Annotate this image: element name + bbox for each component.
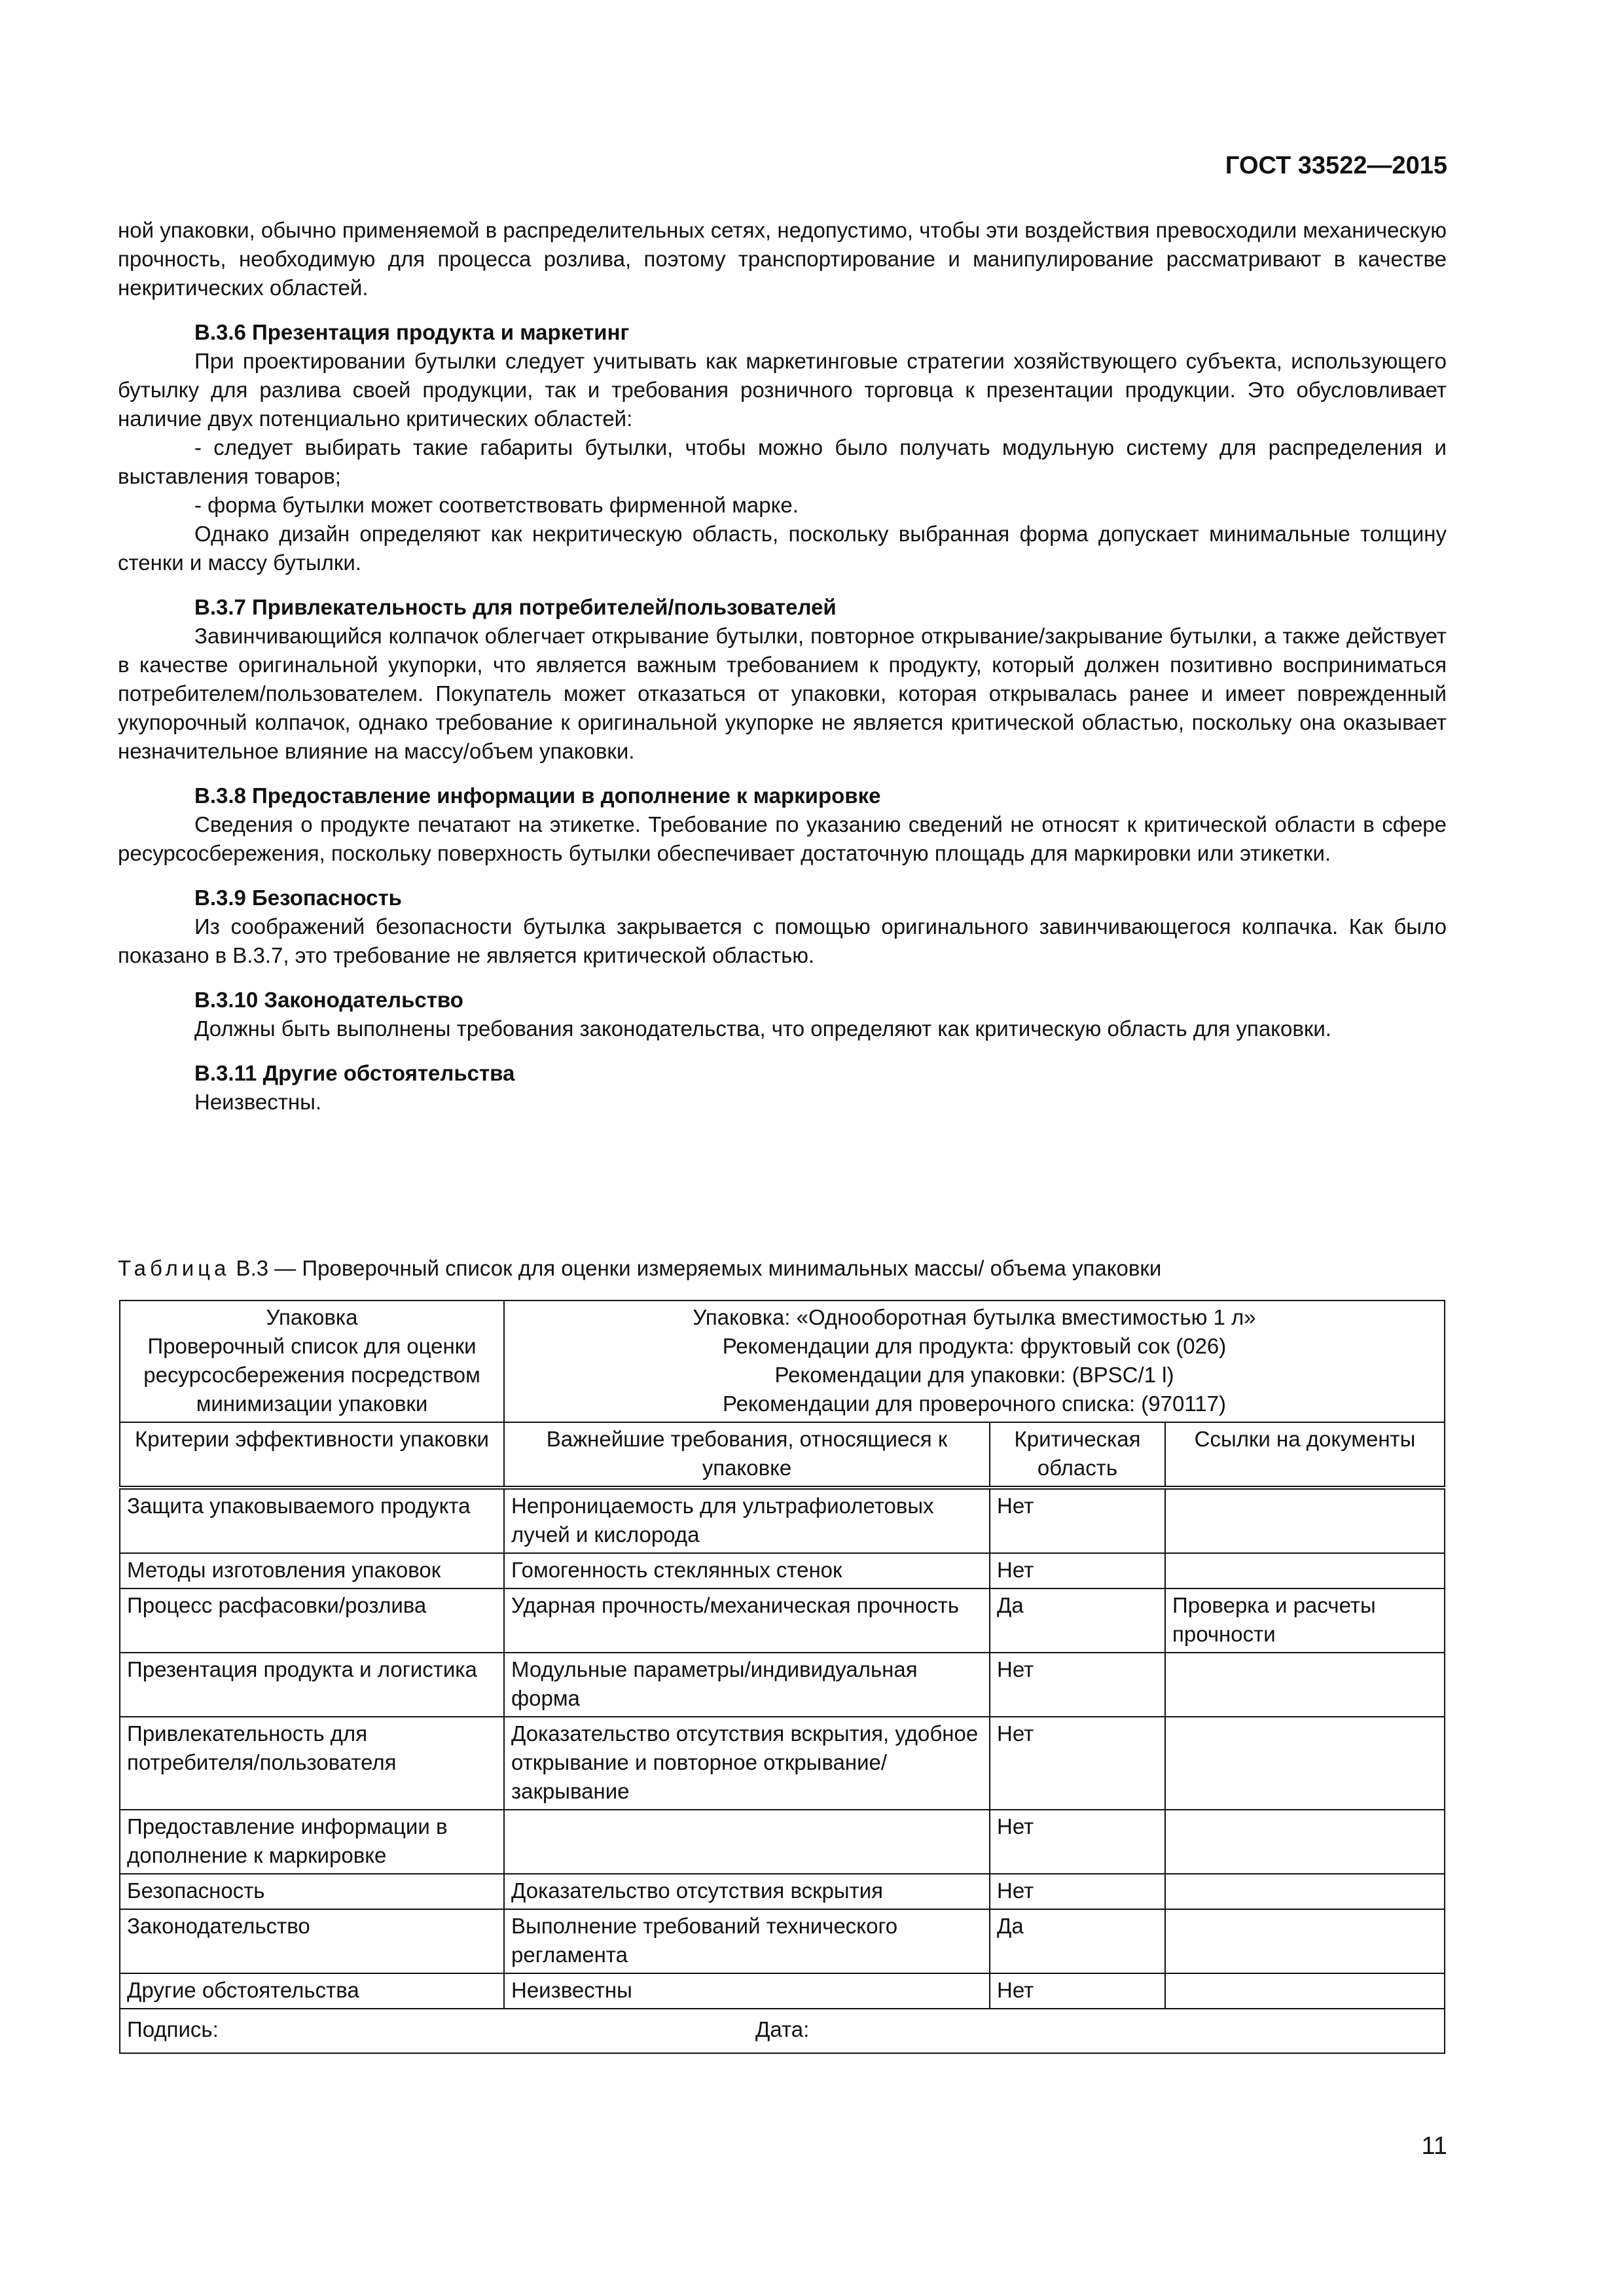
header-right-line: Упаковка: «Однооборотная бутылка вместимостью 1 л» xyxy=(693,1305,1256,1329)
table-cell: Нет xyxy=(990,1973,1165,2009)
signature-label: Подпись: xyxy=(127,2017,219,2041)
table-cell: Ударная прочность/механическая прочность xyxy=(504,1588,990,1653)
table-cell: Выполнение требований технического регламента xyxy=(504,1909,990,1973)
paragraph: Однако дизайн определяют как некритическую область, поскольку выбранная форма допускает минимальные толщину стенки и массу бутылки. xyxy=(118,522,1447,575)
table-cell: Доказательство отсутствия вскрытия, удобное открывание и повторное открывание/закрывание xyxy=(504,1717,990,1810)
table-caption xyxy=(118,1256,1161,1281)
column-header: Критическая область xyxy=(990,1422,1165,1488)
table-cell: Да xyxy=(990,1588,1165,1653)
table-cell xyxy=(1165,1909,1445,1973)
table-cell: Безопасность xyxy=(120,1874,504,1909)
table-cell: Нет xyxy=(990,1717,1165,1810)
paragraph: Неизвестны. xyxy=(194,1090,321,1114)
date-label: Дата: xyxy=(755,2017,810,2041)
table-row xyxy=(120,1488,1445,1553)
document-code: ГОСТ 33522—2015 xyxy=(1225,152,1447,179)
table-cell: Нет xyxy=(990,1488,1165,1553)
table-cell: Да xyxy=(990,1909,1165,1973)
table-caption-word: Таблица xyxy=(118,1256,230,1280)
table-cell: Проверка и расчеты прочности xyxy=(1165,1588,1445,1653)
table-cell: Защита упаковываемого продукта xyxy=(120,1488,504,1553)
column-header: Ссылки на документы xyxy=(1165,1422,1445,1488)
table-cell: Презентация продукта и логистика xyxy=(120,1653,504,1717)
table-cell xyxy=(1165,1653,1445,1717)
table-row xyxy=(120,1717,1445,1810)
table-cell xyxy=(1165,1810,1445,1874)
table-cell: Привлекательность для потребителя/пользователя xyxy=(120,1717,504,1810)
table-cell: Нет xyxy=(990,1874,1165,1909)
table-row xyxy=(120,1909,1445,1973)
table-cell: Законодательство xyxy=(120,1909,504,1973)
table-cell: Нет xyxy=(990,1653,1165,1717)
table-row xyxy=(120,1553,1445,1588)
checklist-table xyxy=(119,1300,1445,2054)
table-cell: Методы изготовления упаковок xyxy=(120,1553,504,1588)
table-cell: Нет xyxy=(990,1810,1165,1874)
table-cell: Доказательство отсутствия вскрытия xyxy=(504,1874,990,1909)
section-title-b311: В.3.11 Другие обстоятельства xyxy=(194,1061,515,1085)
table-row xyxy=(120,1810,1445,1874)
table-row xyxy=(120,1653,1445,1717)
table-cell: Неизвестны xyxy=(504,1973,990,2009)
document-body xyxy=(118,216,1447,1117)
table-cell xyxy=(1165,1973,1445,2009)
header-right-line: Рекомендации для продукта: фруктовый сок (026) xyxy=(722,1334,1227,1358)
paragraph: При проектировании бутылки следует учитывать как маркетинговые стратегии хозяйствующего субъекта, использующего бутылку для разлива своей продукции, так и требования розничного торговца к презентации продукции. Это обусловливает наличие двух потенциально критических областей: xyxy=(118,349,1447,431)
table-cell xyxy=(504,1810,990,1874)
column-header-row xyxy=(120,1422,1445,1488)
page-number: 11 xyxy=(1421,2132,1447,2160)
table-header-row xyxy=(120,1300,1445,1422)
table-cell xyxy=(1165,1553,1445,1588)
list-item: - форма бутылки может соответствовать фирменной марке. xyxy=(194,493,799,517)
signature-row xyxy=(120,2009,1445,2053)
paragraph: Из соображений безопасности бутылка закрывается с помощью оригинального завинчивающегося колпачка. Как было показано в В.3.7, это требование не является критической областью. xyxy=(118,914,1447,967)
table-cell: Другие обстоятельства xyxy=(120,1973,504,2009)
table-row xyxy=(120,1973,1445,2009)
table-cell: Нет xyxy=(990,1553,1165,1588)
header-right-line: Рекомендации для упаковки: (BPSC/1 l) xyxy=(774,1363,1174,1387)
header-left-line: Проверочный список для оценки ресурсосбережения посредством минимизации упаковки xyxy=(143,1334,480,1416)
column-header: Важнейшие требования, относящиеся к упаковке xyxy=(504,1422,990,1488)
table-cell: Предоставление информации в дополнение к маркировке xyxy=(120,1810,504,1874)
table-cell xyxy=(1165,1488,1445,1553)
section-title-b37: В.3.7 Привлекательность для потребителей/пользователей xyxy=(194,595,837,619)
section-title-b310: В.3.10 Законодательство xyxy=(194,988,463,1012)
paragraph: Должны быть выполнены требования законодательства, что определяют как критическую область для упаковки. xyxy=(194,1016,1331,1041)
table-caption-text: В.3 — Проверочный список для оценки измеряемых минимальных массы/ объема упаковки xyxy=(230,1256,1162,1280)
header-left-cell xyxy=(120,1300,504,1422)
header-right-line: Рекомендации для проверочного списка: (970117) xyxy=(723,1391,1226,1416)
table-cell: Гомогенность стеклянных стенок xyxy=(504,1553,990,1588)
table-row xyxy=(120,1588,1445,1653)
list-item: - следует выбирать такие габариты бутылки, чтобы можно было получать модульную систему для распределения и выставления товаров; xyxy=(118,435,1447,488)
section-title-b36: В.3.6 Презентация продукта и маркетинг xyxy=(194,320,630,344)
header-left-line: Упаковка xyxy=(266,1305,358,1329)
header-right-cell xyxy=(504,1300,1445,1422)
table-cell: Модульные параметры/индивидуальная форма xyxy=(504,1653,990,1717)
table-cell: Процесс расфасовки/розлива xyxy=(120,1588,504,1653)
section-title-b39: В.3.9 Безопасность xyxy=(194,886,402,910)
table-row xyxy=(120,1874,1445,1909)
table-cell xyxy=(1165,1717,1445,1810)
intro-paragraph: ной упаковки, обычно применяемой в распределительных сетях, недопустимо, чтобы эти воздействия превосходили механическую прочность, необходимую для процесса розлива, поэтому транспортирование и манипулирование рассматривают в качестве некритических областей. xyxy=(118,218,1447,300)
table-cell xyxy=(1165,1874,1445,1909)
paragraph: Завинчивающийся колпачок облегчает открывание бутылки, повторное открывание/закрывание бутылки, а также действует в качестве оригинальной укупорки, что является важным требованием к продукту, который должен позитивно восприниматься потребителем/пользователем. Покупатель может отказаться от упаковки, которая открывалась ранее и имеет поврежденный укупорочный колпачок, однако требование к оригинальной укупорке не является критической областью, поскольку она оказывает незначительное влияние на массу/объем упаковки. xyxy=(118,624,1447,763)
signature-cell xyxy=(120,2009,1445,2053)
table-cell: Непроницаемость для ультрафиолетовых лучей и кислорода xyxy=(504,1488,990,1553)
column-header: Критерии эффективности упаковки xyxy=(120,1422,504,1488)
section-title-b38: В.3.8 Предоставление информации в дополнение к маркировке xyxy=(194,783,881,808)
paragraph: Сведения о продукте печатают на этикетке. Требование по указанию сведений не относят к критической области в сфере ресурсосбережения, поскольку поверхность бутылки обеспечивает достаточную площадь для маркировки или этикетки. xyxy=(118,812,1447,865)
